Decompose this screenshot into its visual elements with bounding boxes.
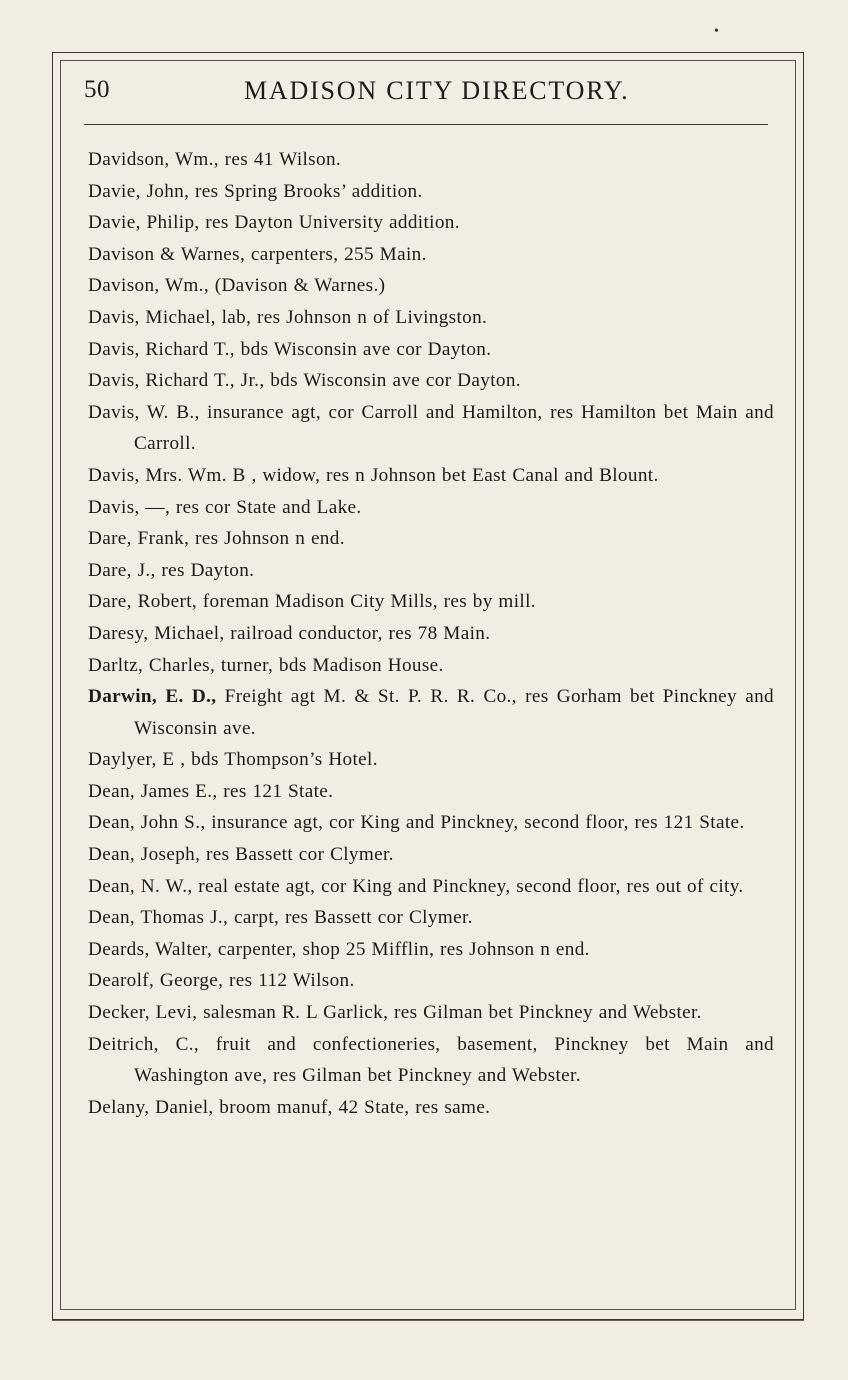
bottom-rule [52,1320,804,1321]
entry-text: Davis, Richard T., Jr., bds Wisconsin ave cor Dayton. [88,370,521,392]
directory-entry [88,650,774,682]
entry-text: Davison & Warnes, carpenters, 255 Main. [88,243,427,265]
directory-entry [88,618,774,650]
printer-mark: • [714,24,719,39]
page-header [84,76,768,112]
directory-entry [88,997,774,1029]
entry-text: Freight agt M. & St. P. R. R. Co., res Gorham bet Pinckney and Wisconsin ave. [134,686,774,739]
entry-text: Dean, Thomas J., carpt, res Bassett cor Clymer. [88,907,473,929]
entry-text: Deards, Walter, carpenter, shop 25 Mifflin, res Johnson n end. [88,938,590,960]
running-title: MADISON CITY DIRECTORY. [244,76,630,105]
directory-entry [88,1029,774,1092]
directory-entry [88,776,774,808]
page-number: 50 [84,76,110,103]
directory-entry [88,934,774,966]
directory-entry [88,586,774,618]
entry-text: Dean, James E., res 121 State. [88,780,334,802]
directory-entry [88,807,774,839]
directory-entry [88,902,774,934]
directory-entry [88,239,774,271]
entry-text: Davie, John, res Spring Brooks’ addition. [88,180,423,202]
entry-text: Dare, Frank, res Johnson n end. [88,528,345,550]
entry-name-bold: Darwin, E. D., [88,686,217,708]
directory-entry [88,492,774,524]
entry-text: Davidson, Wm., res 41 Wilson. [88,149,342,170]
directory-entry [88,365,774,397]
entry-text: Decker, Levi, salesman R. L Garlick, res Gilman bet Pinckney and Webster. [88,1002,702,1024]
directory-entry [88,460,774,492]
directory-entry [88,681,774,744]
entry-text: Dean, N. W., real estate agt, cor King and Pinckney, second floor, res out of city. [88,875,744,897]
directory-entry [88,555,774,587]
header-rule [84,124,768,125]
directory-entry [88,871,774,903]
entry-text: Delany, Daniel, broom manuf, 42 State, res same. [88,1096,491,1118]
directory-entry [88,523,774,555]
directory-entry [88,744,774,776]
entry-text: Daresy, Michael, railroad conductor, res 78 Main. [88,622,491,644]
directory-entry [88,270,774,302]
directory-entry [88,965,774,997]
entry-text: Darltz, Charles, turner, bds Madison House. [88,654,444,676]
entry-text: Dearolf, George, res 112 Wilson. [88,970,355,992]
directory-entry [88,1092,774,1124]
entry-text: Dean, John S., insurance agt, cor King and Pinckney, second floor, res 121 State. [88,812,745,834]
entry-text: Dare, J., res Dayton. [88,559,255,581]
entry-text: Davie, Philip, res Dayton University addition. [88,212,460,234]
entry-text: Davis, Mrs. Wm. B , widow, res n Johnson bet East Canal and Blount. [88,464,659,486]
entry-text: Dean, Joseph, res Bassett cor Clymer. [88,844,394,866]
entry-text: Daylyer, E , bds Thompson’s Hotel. [88,749,378,771]
entry-text: Davis, W. B., insurance agt, cor Carroll and Hamilton, res Hamilton bet Main and Carroll. [88,401,774,455]
entry-text: Davis, Michael, lab, res Johnson n of Livingston. [88,306,488,328]
entry-text: Deitrich, C., fruit and confectioneries, basement, Pinckney bet Main and Washington ave, res Gilman bet Pinckney and Webster. [88,1033,774,1087]
directory-entry [88,207,774,239]
directory-entry [88,302,774,334]
directory-entry [88,397,774,460]
directory-entry [88,176,774,208]
entry-text: Davis, —, res cor State and Lake. [88,496,362,518]
entry-text: Davison, Wm., (Davison & Warnes.) [88,275,386,297]
directory-entry [88,334,774,366]
directory-entries [88,144,774,1123]
directory-entry [88,144,774,176]
directory-entry [88,839,774,871]
entry-text: Davis, Richard T., bds Wisconsin ave cor Dayton. [88,338,492,360]
entry-text: Dare, Robert, foreman Madison City Mills, res by mill. [88,591,536,613]
